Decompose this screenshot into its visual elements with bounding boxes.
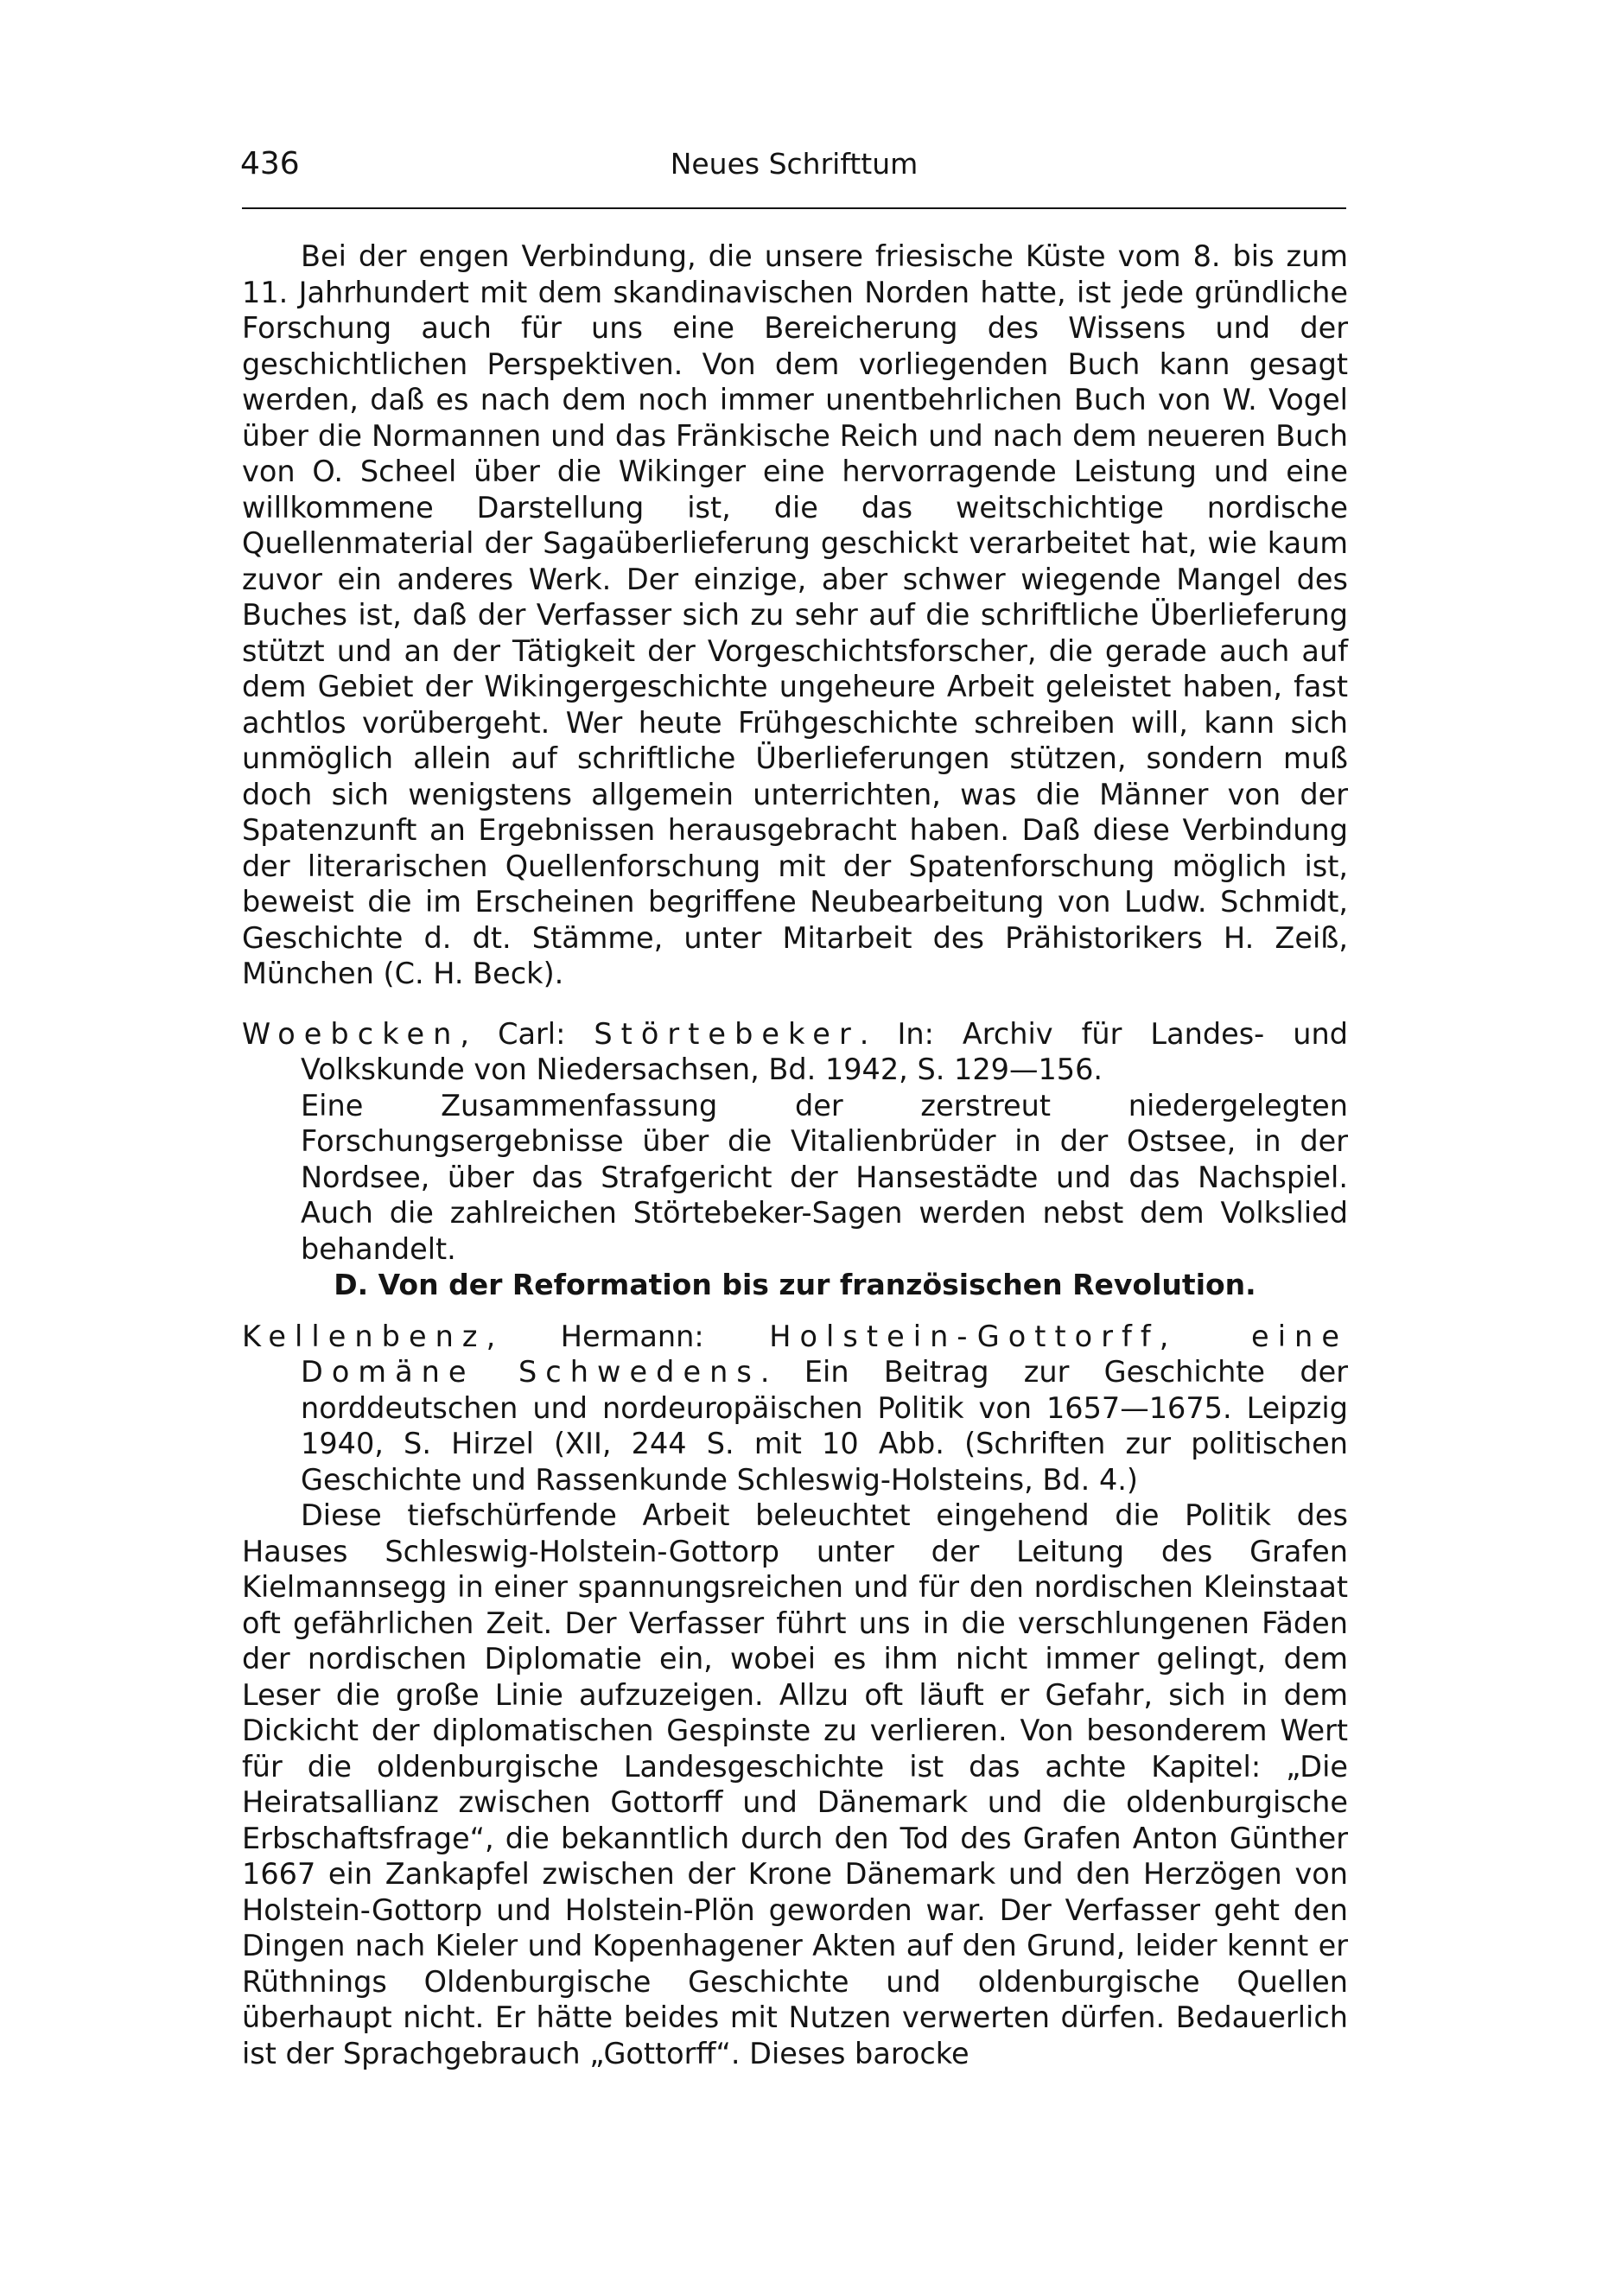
citation-kellenbenz xyxy=(242,1319,1348,1498)
author-name: Woebcken xyxy=(242,1016,461,1051)
bibliography-entry-kellenbenz xyxy=(242,1319,1348,2072)
citation-details: . In: Archiv für Landes- und Volkskunde von Niedersachsen, Bd. 1942, S. 129—156. xyxy=(301,1016,1348,1086)
intro-paragraph: Bei der engen Verbindung, die unsere friesische Küste vom 8. bis zum 11. Jahrhundert mit dem skandinavischen Norden hatte, ist jede gründliche Forschung auch für uns eine Bereicherung des Wissens und der geschichtlichen Perspektiven. Von dem vorliegenden Buch kann gesagt werden, daß es nach dem noch immer unentbehrlichen Buch von W. Vogel über die Normannen und das Fränkische Reich und nach dem neueren Buch von O. Scheel über die Wikinger eine hervorragende Leistung und eine willkommene Darstellung ist, die das weitschichtige nordische Quellenmaterial der Sagaüberlieferung geschickt verarbeitet hat, wie kaum zuvor ein anderes Werk. Der einzige, aber schwer wiegende Mangel des Buches ist, daß der Verfasser sich zu sehr auf die schriftliche Überlieferung stützt und an der Tätigkeit der Vorgeschichtsforscher, die gerade auch auf dem Gebiet der Wikingergeschichte ungeheure Arbeit geleistet haben, fast achtlos vorübergeht. Wer heute Frühgeschichte schreiben will, kann sich unmöglich allein auf schriftliche Überlieferungen stützen, sondern muß doch sich wenigstens allgemein unterrichten, was die Männer von der Spatenzunft an Ergebnissen herausgebracht haben. Daß diese Verbindung der literarischen Quellenforschung mit der Spatenforschung möglich ist, beweist die im Erscheinen begriffene Neubearbeitung von Ludw. Schmidt, Geschichte d. dt. Stämme, unter Mitarbeit des Prähistorikers H. Zeiß, München (C. H. Beck). xyxy=(242,239,1348,990)
review-paragraph: Diese tiefschürfende Arbeit beleuchtet eingehend die Politik des Hauses Schleswig-Holstein-Gottorp unter der Leitung des Grafen Kielmannsegg in einer spannungsreichen und für den nordischen Kleinstaat oft gefährlichen Zeit. Der Verfasser führt uns in die verschlungenen Fäden der nordischen Diplomatie ein, wobei es ihm nicht immer gelingt, dem Leser die große Linie aufzuzeigen. Allzu oft läuft er Gefahr, sich in dem Dickicht der diplomatischen Gespinste zu verlieren. Von besonderem Wert für die oldenburgische Landesgeschichte ist das achte Kapitel: „Die Heiratsallianz zwischen Gottorff und Dänemark und die oldenburgische Erbschaftsfrage“, die bekanntlich durch den Tod des Grafen Anton Günther 1667 ein Zankapfel zwischen der Krone Dänemark und den Herzögen von Holstein-Gottorp und Holstein-Plön geworden war. Der Verfasser geht den Dingen nach Kieler und Kopenhagener Akten auf den Grund, leider kennt er Rüthnings Oldenburgische Geschichte und oldenburgische Quellen überhaupt nicht. Er hätte beides mit Nutzen verwerten dürfen. Bedauerlich ist der Sprachgebrauch „Gottorff“. Dieses barocke xyxy=(242,1498,1348,2070)
page-content xyxy=(242,239,1348,2071)
entry-summary: Eine Zusammenfassung der zerstreut niedergelegten Forschungsergebnisse über die Vitalienbrüder in der Ostsee, in der Nordsee, über das Strafgericht der Hansestädte und das Nachspiel. Auch die zahlreichen Störtebeker-Sagen werden nebst dem Volkslied behandelt. xyxy=(301,1088,1348,1266)
citation-details: . Ein Beitrag zur Geschichte der norddeutschen und nordeuropäischen Politik von 1657—1675. Leipzig 1940, S. Hirzel (XII, 244 S. mit 10 Abb. (Schriften zur politischen Geschichte und Rassenkunde Schleswig-Holsteins, Bd. 4.) xyxy=(301,1355,1348,1497)
section-heading: D. Von der Reformation bis zur französischen Revolution. xyxy=(334,1268,1256,1301)
author-first-name: , Carl: xyxy=(460,1016,594,1051)
page-number: 436 xyxy=(240,146,300,181)
citation-woebcken xyxy=(242,1016,1348,1088)
bibliography-entry-woebcken xyxy=(242,1016,1348,1268)
header-rule xyxy=(242,207,1346,209)
page-header xyxy=(240,138,1348,190)
running-title: Neues Schrifttum xyxy=(670,147,919,181)
author-first-name: , Hermann: xyxy=(486,1319,770,1353)
work-title: Störtebeker xyxy=(594,1016,860,1051)
work-title: Holstein-Gottorff, eine Domäne Schwedens xyxy=(301,1319,1349,1389)
author-name: Kellenbenz xyxy=(242,1319,486,1353)
